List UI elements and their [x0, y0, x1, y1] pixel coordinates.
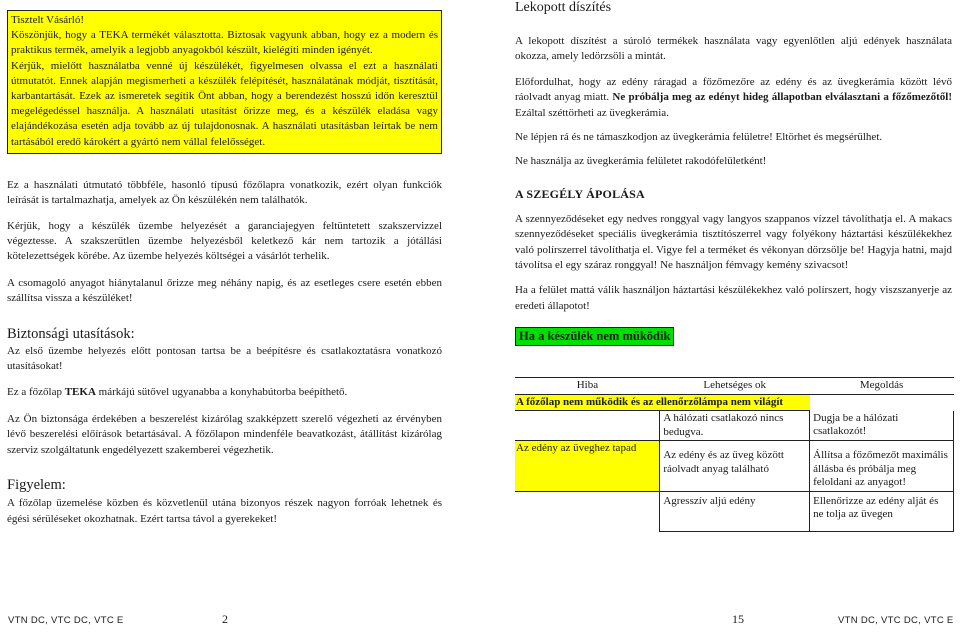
troubleshooting-heading: Ha a készülék nem működik [515, 327, 674, 346]
table-header-row [515, 378, 954, 395]
fault-cell: Az edény az üveghez tapad [515, 441, 660, 492]
warning-heading: Figyelem: [7, 477, 66, 494]
header-solution: Megoldás [810, 378, 954, 395]
cause-cell: A hálózati csatlakozó nincs bedugva. [660, 411, 810, 441]
table-row [515, 394, 954, 411]
footer-model-right: VTN DC, VTC DC, VTC E [838, 615, 954, 626]
header-fault: Hiba [515, 378, 660, 395]
frame-care-paragraph: A szennyeződéseket egy nedves ronggyal vagy langyos szappanos vízzel távolíthatja el. A makacs szennyeződéseket speciális üvegkerámia tisztítószerrel vagy folyékony háztartási készülékekhez való polírszerrel távolíthatja el. Vigye fel a terméket és vékonyan dörzsölje be! Hagyja hatni, majd távolítsa el egy száraz ronggyal! Ne használjon fémvagy kemény szivacsot! [515, 212, 952, 272]
not-a-shelf-paragraph: Ne használja az üvegkerámia felületet rakodófelületként! [515, 155, 767, 168]
greeting-text-2: Kérjük, mielőtt használatba venné új készülékét, figyelmesen olvassa el ezt a használati útmutatót. Ennek alapján megismerheti a készülék felépítését, használatának módját, tisztítását, karbantartását. Ezek az ismeretek segítik Önt abban, hogy a berendezést hosszú időn keresztül megelégedéssel használja. A használati utasítást őrizze meg, és a készülék eladása vagy elajándékozása esetén adja tovább az új tulajdonosnak. A használati utasításban leírtak be nem tartásából eredő károkért a gyártó nem vállal felelősséget. [11, 59, 438, 148]
stuck-pan-paragraph: Előfordulhat, hogy az edény ráragad a főzőmezőre az edény és az üvegkerámia között lévő ráolvadt anyag miatt. Ne próbálja meg az edényt hideg állapotban elválasztani a főzőmezőtől! Ezáltal széttörheti az üvegkerámia. [515, 75, 953, 119]
cause-cell: Agresszív aljú edény [660, 491, 810, 531]
table-row [515, 491, 954, 531]
table-row [515, 441, 954, 492]
salutation: Tisztelt Vásárló! [11, 14, 85, 26]
installation-paragraph: Kérjük, hogy a készülék üzembe helyezését a garanciajegyen feltüntetett szakszervizzel végeztesse. A szakszerűtlen üzembe helyezésből keletkező kár nem tartozik a jótállási kötelezettségek körébe. Az üzembe helyezés költségei a vásárlót terhelik. [7, 219, 442, 263]
do-not-step-paragraph: Ne lépjen rá és ne támaszkodjon az üvegkerámia felületre! Eltörhet és megsérülhet. [515, 131, 883, 144]
polish-paragraph: Ha a felület mattá válik használjon háztartási készülékekhez való polírszert, hogy viszszanyerje az eredeti állapotot! [515, 284, 952, 312]
safety-heading: Biztonsági utasítások: [7, 325, 135, 342]
solution-cell: Dugja be a hálózati csatlakozót! [810, 411, 954, 441]
greeting-box [7, 10, 442, 154]
fault-cell: A főzőlap nem működik és az ellenőrzőlámpa nem világít [515, 394, 810, 411]
page-number-left: 2 [222, 612, 228, 626]
worn-decoration-paragraph: A lekopott díszítést a súroló termékek használata vagy egyenlőtlen aljú edények használata okozza, amely ledörzsöli a mintát. [515, 35, 952, 63]
intro-paragraph: Ez a használati útmutató többféle, hasonló típusú főzőlapra vonatkozik, ezért olyan funkciók leírását is tartalmazhatja, amelyek az Ön készülékén nem találhatók. [7, 178, 442, 207]
header-cause: Lehetséges ok [660, 378, 810, 395]
safety-paragraph-2: Ez a főzőlap TEKA márkájú sütővel ugyanabba a konyhabútorba beépíthető. [7, 386, 348, 399]
section-title-worn-decoration: Lekopott díszítés [515, 0, 612, 15]
troubleshooting-heading-wrap [515, 327, 952, 346]
page-number-right: 15 [732, 612, 744, 626]
right-column [515, 0, 952, 346]
troubleshooting-table [515, 377, 954, 532]
footer-model-left: VTN DC, VTC DC, VTC E [8, 615, 124, 626]
warning-paragraph: A főzőlap üzemelése közben és közvetlenül utána bizonyos részek nagyon forróak lehetnek és égési sérüléseket okozhatnak. Ezért tartsa távol a gyerekeket! [7, 497, 442, 525]
solution-cell: Állítsa a főzőmezőt maximális állásba és próbálja meg feloldani az anyagot! [810, 441, 954, 492]
safety-paragraph-3: Az Ön biztonsága érdekében a beszerelést kizárólag szakképzett szerelő végezheti az érvényben lévő beszerelési előírások betartásával. A főzőlapon mindenféle beavatkozást, átállítást kizárólag szerviz szolgáltatunk engedélyezett szakemberei végezhetik. [7, 412, 442, 456]
safety-paragraph-1: Az első üzembe helyezés előtt pontosan tartsa be a beépítésre és csatlakoztatásra vonatkozó utasításokat! [7, 344, 442, 373]
frame-care-heading: A SZEGÉLY ÁPOLÁSA [515, 186, 645, 201]
left-column [7, 10, 442, 527]
brand-name: TEKA [64, 386, 96, 399]
solution-cell: Ellenőrizze az edény alját és ne tolja az üvegen [810, 491, 954, 531]
packaging-paragraph: A csomagoló anyagot hiánytalanul őrizze meg néhány napig, és az esetleges csere esetén ebben szállítsa vissza a készüléket! [7, 276, 442, 305]
cause-cell: Az edény és az üveg között ráolvadt anyag található [660, 441, 810, 492]
table-row [515, 411, 954, 441]
greeting-text-1: Köszönjük, hogy a TEKA termékét választotta. Biztosak vagyunk abban, hogy ez a modern és praktikus termék, amelyik a legjobb anyagokból készült, kielégíti minden igényét. [11, 29, 438, 57]
